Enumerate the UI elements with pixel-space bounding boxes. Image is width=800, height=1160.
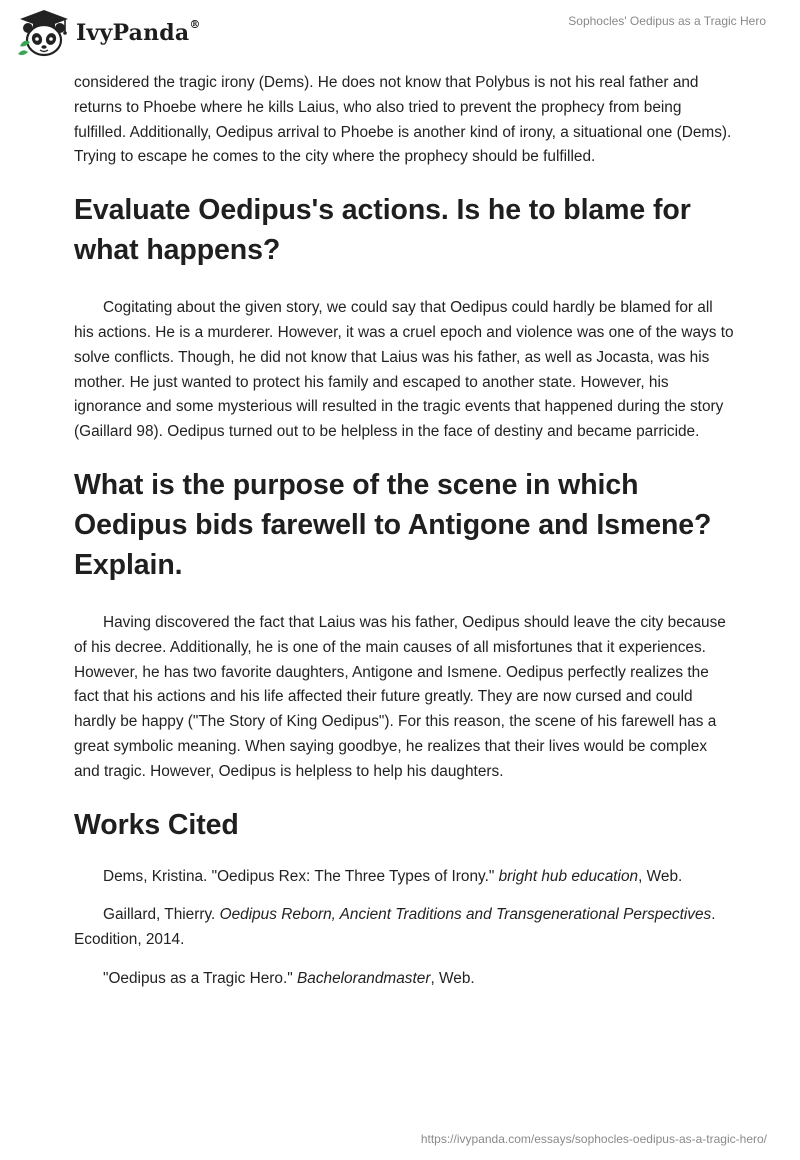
registered-mark: ® [189,18,201,31]
source-url-link[interactable]: https://ivypanda.com/essays/sophocles-oedipus-as-a-tragic-hero/ [420,1132,767,1146]
section-body-purpose: Having discovered the fact that Laius was his father, Oedipus should leave the city because of his decree. Additionally, he is one of the main causes of all misfortunes that it experiences. However, he has two favorite daughters, Antigone and Ismene. Oedipus perfectly realizes the fact that his actions and his life affected their future greatly. They are now cursed and could hardly be happy ("The Story of King Oedipus"). For this reason, the scene of his farewell has a great symbolic meaning. When saying goodbye, he realizes that their lives would be complex and tragic. However, Oedipus is helpless to help his daughters. [74,613,726,780]
section-heading-purpose: What is the purpose of the scene in which Oedipus bids farewell to Antigone and Ismene? Explain. [74,468,712,581]
brand-logo[interactable] [16,8,216,58]
panda-graduate-icon [16,8,72,58]
works-cited-heading: Works Cited [74,808,239,841]
intro-paragraph: considered the tragic irony (Dems). He does not know that Polybus is not his real father and returns to Phoebe where he kills Laius, who also tried to prevent the prophecy from being fulfilled. Additionally, Oedipus arrival to Phoebe is another kind of irony, a situational one (Dems). Trying to escape he comes to the city where the prophecy should be fulfilled. [74,74,732,166]
citation-entry: Gaillard, Thierry. Oedipus Reborn, Ancient Traditions and Transgenerational Perspectives. Ecodition, 2014. [74,906,716,949]
section-heading-evaluate: Evaluate Oedipus's actions. Is he to blame for what happens? [74,194,691,267]
citation-entry: "Oedipus as a Tragic Hero." Bachelorandmaster, Web. [103,969,475,987]
brand-name: IvyPanda® [76,18,201,46]
document-title: Sophocles' Oedipus as a Tragic Hero [568,14,766,28]
essay-content [74,71,734,1006]
page-header [0,0,800,70]
citation-entry: Dems, Kristina. "Oedipus Rex: The Three Types of Irony." bright hub education, Web. [103,867,683,885]
section-body-evaluate: Cogitating about the given story, we could say that Oedipus could hardly be blamed for all his actions. He is a murderer. However, it was a cruel epoch and violence was one of the ways to solve conflicts. Though, he did not know that Laius was his father, as well as Jocasta, was his mother. He just wanted to protect his family and escaped to another state. However, his ignorance and some mysterious will resulted in the tragic events that happened during the story (Gaillard 98). Oedipus turned out to be helpless in the face of destiny and became parricide. [74,299,734,441]
